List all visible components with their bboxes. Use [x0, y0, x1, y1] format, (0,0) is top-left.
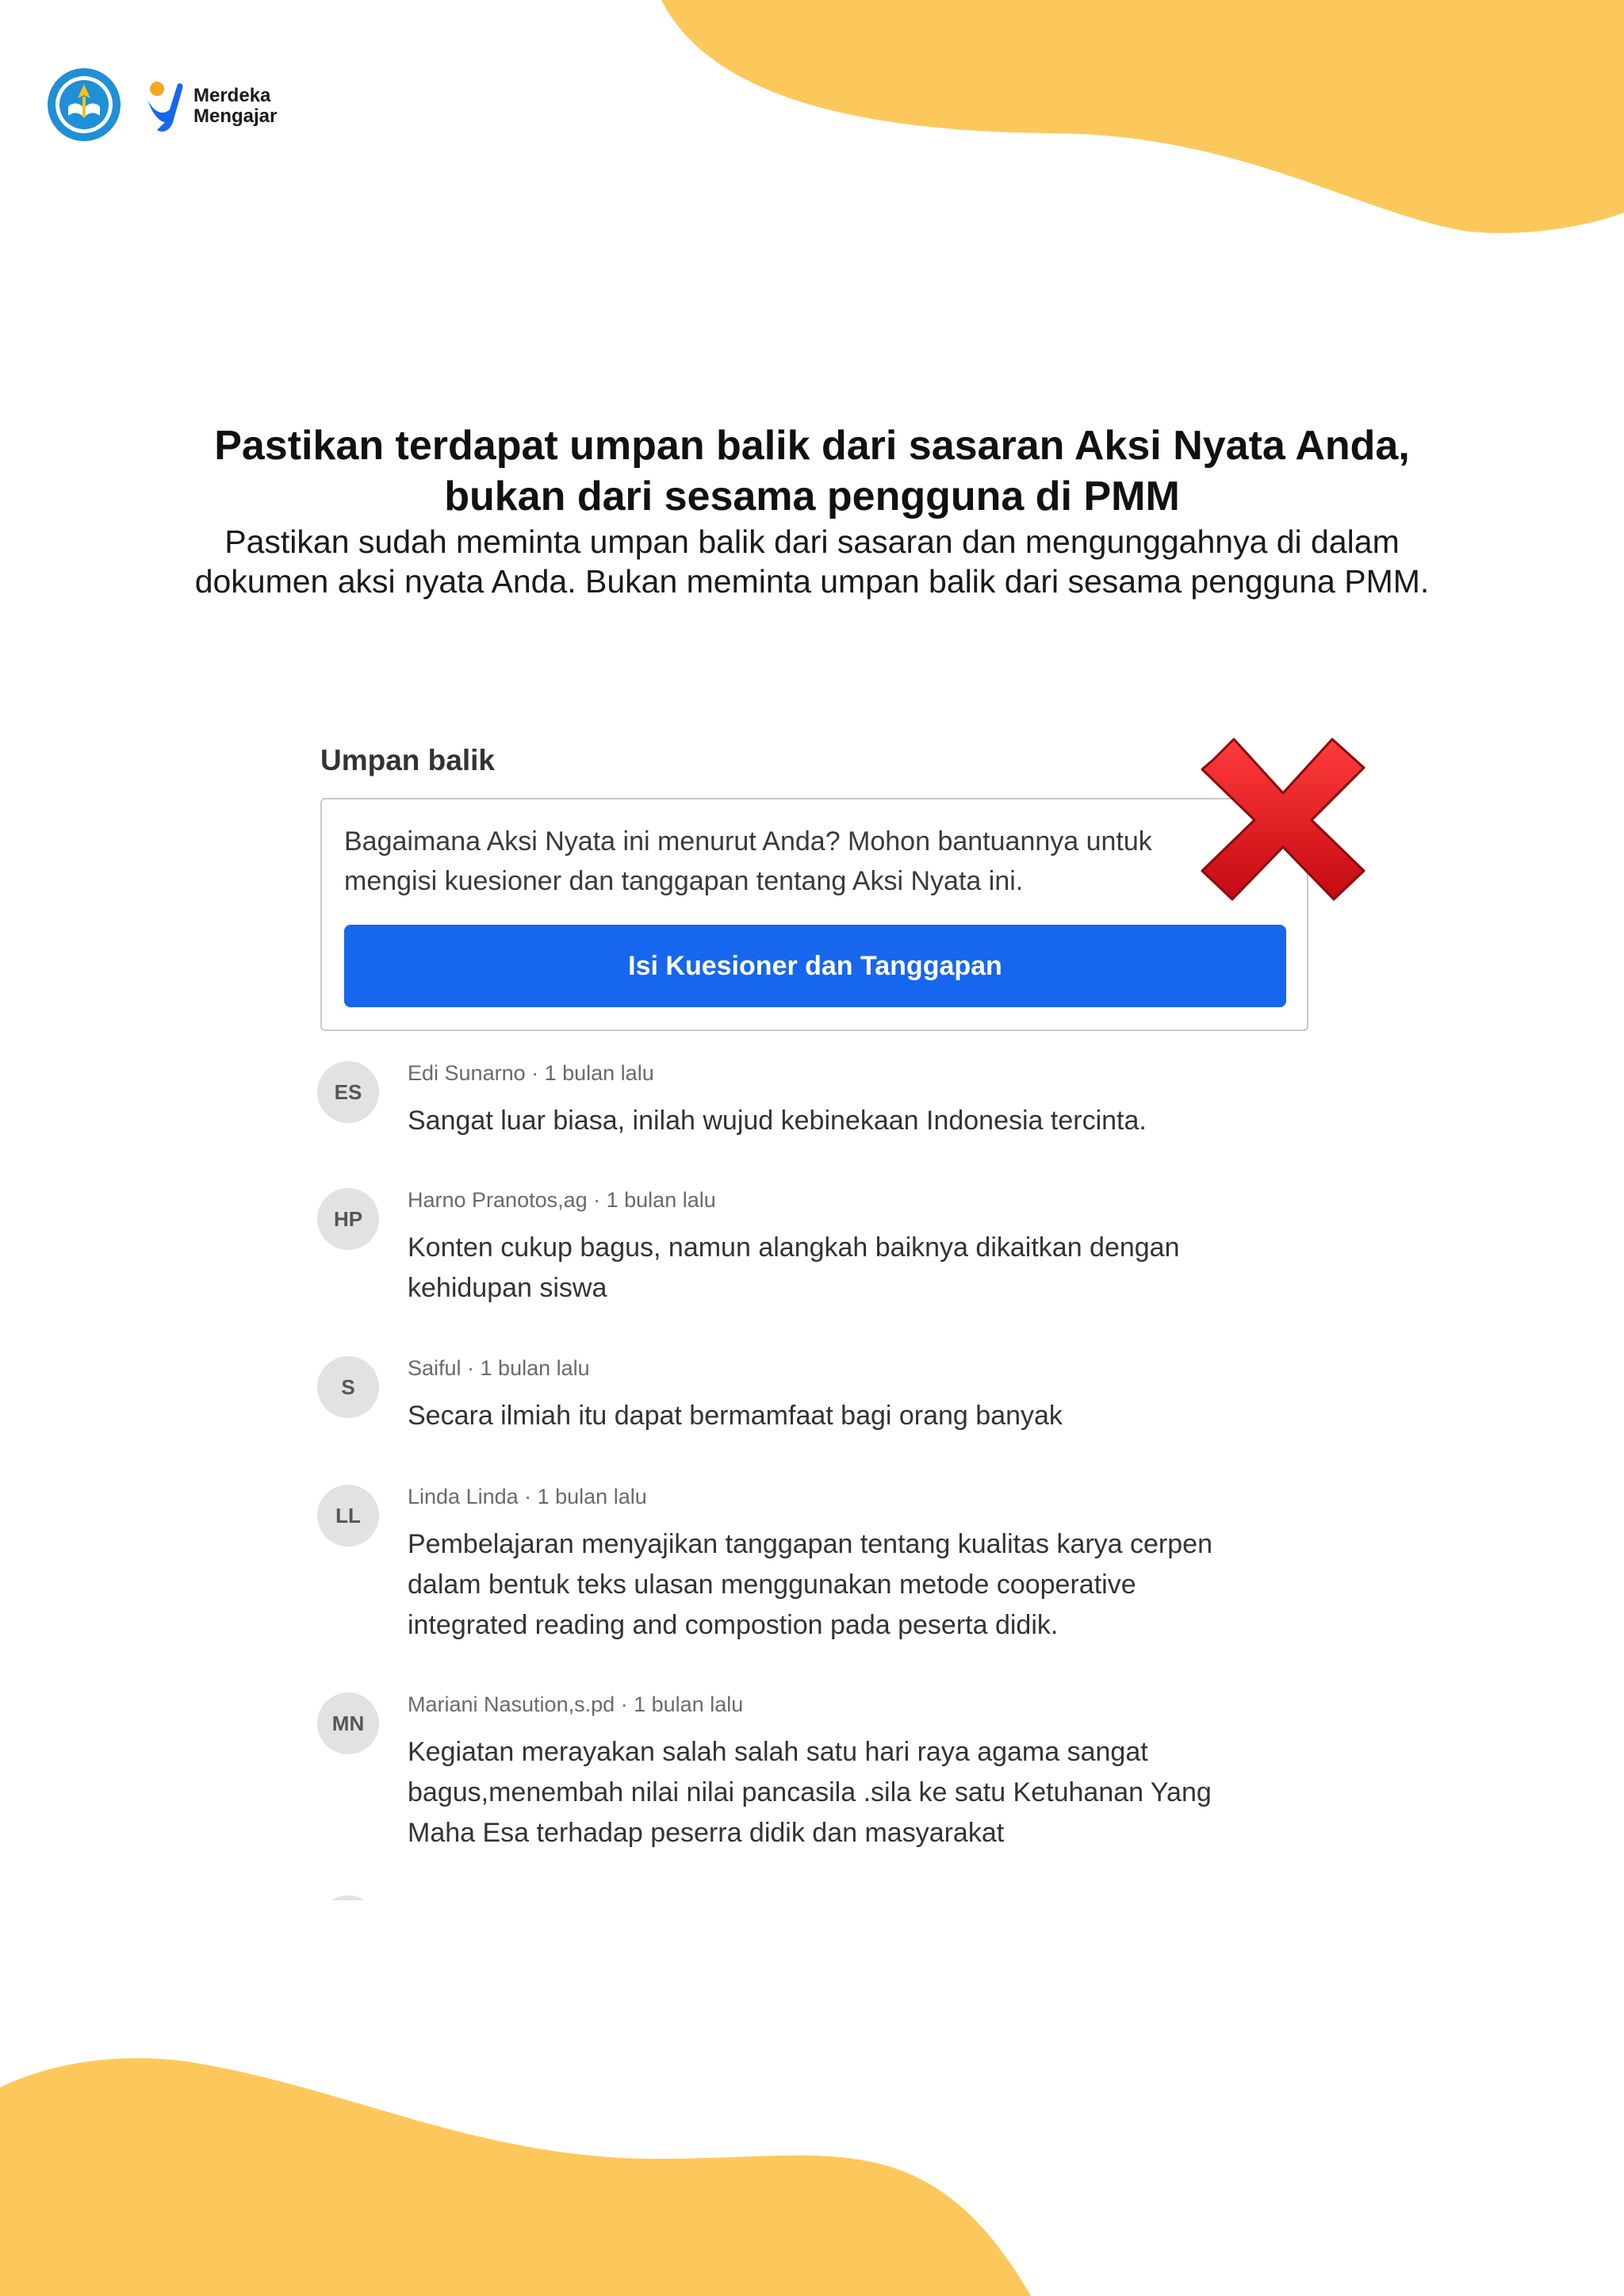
comment-meta: Harno Pranotos,ag · 1 bulan lalu: [408, 1188, 716, 1212]
prompt-line-1: Bagaimana Aksi Nyata ini menurut Anda? Mohon bantuannya untuk: [344, 826, 1152, 857]
heading-line-2: bukan dari sesama pengguna di PMM: [444, 473, 1180, 519]
avatar: ES: [317, 1061, 379, 1123]
comment-meta: Edi Sunarno · 1 bulan lalu: [408, 1061, 654, 1085]
avatar: HP: [317, 1188, 379, 1250]
comment-line: Pembelajaran menyajikan tanggapan tentang kualitas karya cerpen: [408, 1529, 1212, 1559]
comment-line: Sangat luar biasa, inilah wujud kebinekaan Indonesia tercinta.: [408, 1106, 1147, 1136]
avatar: MN: [317, 1692, 379, 1754]
logo-line-2: Mengajar: [193, 105, 278, 127]
comment-text: [408, 1396, 1264, 1436]
page-heading: [0, 420, 1624, 522]
cropped-next-avatar: [317, 1895, 379, 1900]
feedback-prompt-card: [320, 798, 1308, 1031]
prompt-line-2: mengisi kuesioner dan tanggapan tentang Aksi Nyata ini.: [344, 866, 1024, 896]
avatar: LL: [317, 1485, 379, 1547]
comment-text: [408, 1101, 1264, 1141]
comment-line: kehidupan siswa: [408, 1273, 607, 1303]
comment-text: [408, 1524, 1264, 1646]
page-subheading: [0, 522, 1624, 601]
comment-line: Kegiatan merayakan salah salah satu hari raya agama sangat: [408, 1737, 1148, 1767]
comment-text: [408, 1228, 1264, 1309]
feedback-section-title: Umpan balik: [320, 744, 495, 776]
merdeka-mengajar-logo: [146, 78, 277, 135]
comment-line: integrated reading and compostion pada peserta didik.: [408, 1610, 1059, 1640]
merdeka-mengajar-icon: [146, 78, 187, 135]
comment-line: Konten cukup bagus, namun alangkah baiknya dikaitkan dengan: [408, 1232, 1180, 1263]
logo-line-1: Merdeka: [193, 85, 271, 106]
comment-line: Maha Esa terhadap peserra didik dan masyarakat: [408, 1818, 1005, 1848]
comment-meta: Mariani Nasution,s.pd · 1 bulan lalu: [408, 1692, 744, 1716]
heading-line-1: Pastikan terdapat umpan balik dari sasaran Aksi Nyata Anda,: [214, 423, 1410, 469]
comment-meta: Linda Linda · 1 bulan lalu: [408, 1485, 647, 1508]
comment-meta: Saiful · 1 bulan lalu: [408, 1356, 590, 1380]
kemendikbud-logo: [46, 67, 122, 143]
merdeka-mengajar-wordmark: [193, 86, 277, 127]
comment-text: [408, 1732, 1264, 1853]
subheading-line-1: Pastikan sudah meminta umpan balik dari sasaran dan mengunggahnya di dalam: [224, 523, 1400, 560]
comment-line: Secara ilmiah itu dapat bermamfaat bagi orang banyak: [408, 1401, 1063, 1431]
avatar: S: [317, 1356, 379, 1418]
comment-line: dalam bentuk teks ulasan menggunakan metode cooperative: [408, 1570, 1136, 1600]
red-x-icon: [1199, 736, 1367, 903]
feedback-prompt-text: [344, 822, 1240, 901]
fill-questionnaire-button[interactable]: Isi Kuesioner dan Tanggapan: [344, 925, 1286, 1007]
comment-line: bagus,menembah nilai nilai pancasila .sila ke satu Ketuhanan Yang: [408, 1777, 1212, 1807]
subheading-line-2: dokumen aksi nyata Anda. Bukan meminta umpan balik dari sesama pengguna PMM.: [194, 563, 1430, 600]
